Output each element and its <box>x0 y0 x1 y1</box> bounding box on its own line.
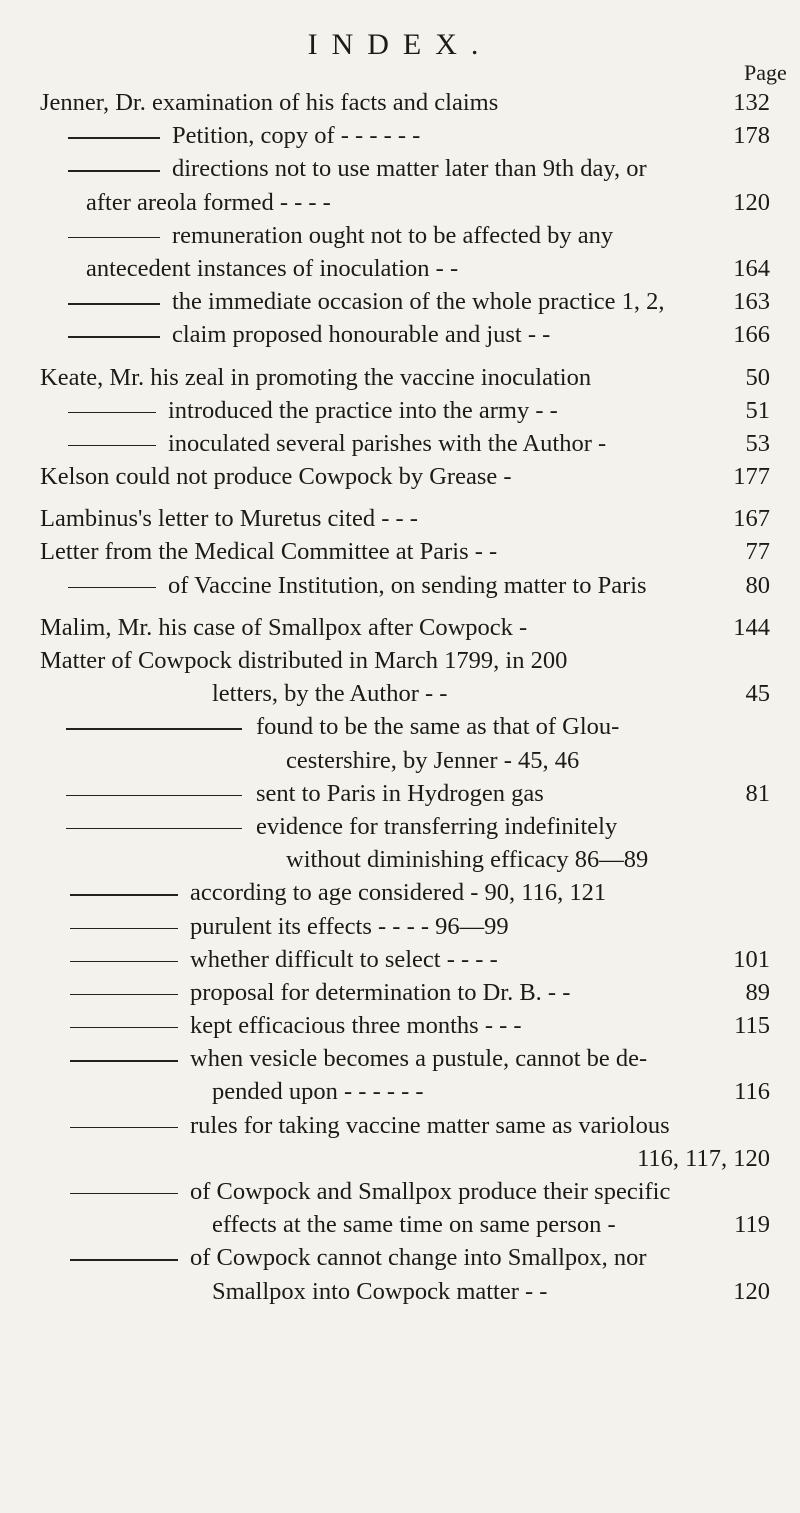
entry-text: according to age considered - 90, 116, 121 <box>190 879 607 907</box>
index-entry <box>40 1241 770 1274</box>
ditto-dash <box>70 1060 178 1061</box>
entry-text: sent to Paris in Hydrogen gas <box>256 779 544 807</box>
ditto-dash <box>68 237 160 238</box>
entry-text: when vesicle becomes a pustule, cannot be de- <box>190 1045 648 1073</box>
index-entry <box>40 943 770 976</box>
ditto-dash <box>70 1259 178 1260</box>
entry-page: 132 <box>733 89 770 116</box>
index-entry <box>40 86 770 119</box>
entry-text: Matter of Cowpock distributed in March 1799, in 200 <box>40 647 568 674</box>
page-header: INDEX. <box>307 28 493 61</box>
index-entry <box>40 535 770 568</box>
index-entry <box>40 777 770 810</box>
entry-text: of Vaccine Institution, on sending matter to Paris <box>168 571 647 599</box>
index-entry <box>40 611 770 644</box>
ditto-dash <box>68 137 160 138</box>
entry-page: 167 <box>733 505 770 533</box>
ditto-dash <box>68 587 156 588</box>
index-entry <box>40 119 770 152</box>
ditto-dash <box>66 795 242 796</box>
index-entries <box>40 86 770 1308</box>
ditto-dash <box>68 412 156 413</box>
entry-text: introduced the practice into the army - - <box>168 396 558 424</box>
entry-page: 116 <box>734 1078 770 1106</box>
index-entry-continuation <box>40 186 770 219</box>
index-entry-continuation <box>40 1275 770 1308</box>
index-entry-continuation <box>40 744 770 777</box>
index-entry <box>40 318 770 351</box>
index-entry-continuation <box>40 843 770 876</box>
entry-text: Letter from the Medical Committee at Paris - - <box>40 538 498 566</box>
entry-text: of Cowpock and Smallpox produce their specific <box>190 1178 671 1205</box>
entry-page: 45 <box>745 680 770 708</box>
index-entry <box>40 427 770 460</box>
index-entry <box>40 460 770 493</box>
entry-text: the immediate occasion of the whole practice 1, 2, <box>172 288 665 316</box>
entry-text: Petition, copy of - - - - - - <box>172 122 421 150</box>
index-entry <box>40 810 770 843</box>
entry-text: Keate, Mr. his zeal in promoting the vaccine inoculation <box>40 363 592 391</box>
entry-page: 81 <box>745 779 770 807</box>
entry-text: kept efficacious three months - - - <box>190 1012 522 1040</box>
entry-text: Jenner, Dr. examination of his facts and claims <box>40 89 499 116</box>
index-entry <box>40 644 770 677</box>
entry-text: Kelson could not produce Cowpock by Grease - <box>40 463 512 491</box>
ditto-dash <box>70 1193 178 1194</box>
index-entry <box>40 976 770 1009</box>
entry-page: 51 <box>745 396 770 424</box>
page-column-label: Page <box>744 60 787 85</box>
ditto-dash <box>70 928 178 929</box>
ditto-dash <box>70 1127 178 1128</box>
ditto-dash <box>66 728 242 729</box>
index-entry <box>40 502 770 535</box>
entry-page: 144 <box>733 613 770 641</box>
entry-text: Smallpox into Cowpock matter - - <box>212 1277 548 1305</box>
index-entry <box>40 1175 770 1208</box>
index-entry <box>40 710 770 743</box>
entry-text: proposal for determination to Dr. B. - - <box>190 978 571 1006</box>
index-entry <box>40 285 770 318</box>
ditto-dash <box>68 336 160 337</box>
entry-page: 80 <box>745 571 770 599</box>
entry-text: pended upon - - - - - - <box>212 1078 424 1106</box>
entry-page: 163 <box>733 288 770 316</box>
entry-page: 178 <box>733 122 770 150</box>
entry-page: 101 <box>733 945 770 973</box>
entry-text: whether difficult to select - - - - <box>190 945 498 973</box>
entry-page: 166 <box>733 321 770 349</box>
entry-text: purulent its effects - - - - 96—99 <box>190 912 509 940</box>
ditto-dash <box>70 1027 178 1028</box>
index-entry-continuation <box>40 1142 770 1175</box>
entry-text: of Cowpock cannot change into Smallpox, nor <box>190 1244 647 1272</box>
entry-text: effects at the same time on same person - <box>212 1211 616 1239</box>
entry-text: Lambinus's letter to Muretus cited - - - <box>40 505 418 533</box>
index-entry <box>40 219 770 252</box>
entry-page: 177 <box>733 463 770 491</box>
index-entry-continuation <box>40 677 770 710</box>
entry-page: 77 <box>745 538 770 566</box>
index-entry <box>40 152 770 185</box>
entry-page: 120 <box>733 1277 770 1305</box>
index-entry <box>40 569 770 602</box>
ditto-dash <box>70 961 178 962</box>
index-entry <box>40 1042 770 1075</box>
entry-text: inoculated several parishes with the Author - <box>168 429 607 457</box>
ditto-dash <box>70 994 178 995</box>
entry-text: directions not to use matter later than 9th day, or <box>172 155 647 183</box>
ditto-dash <box>68 170 160 171</box>
index-entry <box>40 876 770 909</box>
entry-text: evidence for transferring indefinitely <box>256 812 618 840</box>
index-entry <box>40 1009 770 1042</box>
index-entry <box>40 361 770 394</box>
entry-page: 53 <box>745 429 770 457</box>
index-entry-continuation <box>40 252 770 285</box>
index-entry <box>40 910 770 943</box>
entry-text: Malim, Mr. his case of Smallpox after Cowpock - <box>40 613 528 641</box>
entry-page: 119 <box>734 1211 770 1239</box>
entry-text: remuneration ought not to be affected by any <box>172 221 614 249</box>
entry-page: 116, 117, 120 <box>637 1144 770 1172</box>
entry-page: 89 <box>745 978 770 1006</box>
entry-text: without diminishing efficacy 86—89 <box>286 846 649 874</box>
entry-text: after areola formed - - - - <box>86 188 331 216</box>
entry-page: 115 <box>734 1012 770 1040</box>
index-entry <box>40 1109 770 1142</box>
ditto-dash <box>68 303 160 304</box>
entry-text: claim proposed honourable and just - - <box>172 321 551 349</box>
index-entry-continuation <box>40 1208 770 1241</box>
index-entry-continuation <box>40 1075 770 1108</box>
ditto-dash <box>66 828 242 829</box>
entry-page: 164 <box>733 254 770 282</box>
entry-text: letters, by the Author - - <box>212 680 448 708</box>
entry-page: 120 <box>733 188 770 216</box>
entry-text: rules for taking vaccine matter same as variolous <box>190 1111 670 1139</box>
entry-text: antecedent instances of inoculation - - <box>86 254 459 282</box>
index-entry <box>40 394 770 427</box>
ditto-dash <box>68 445 156 446</box>
entry-text: found to be the same as that of Glou- <box>256 713 620 741</box>
ditto-dash <box>70 894 178 895</box>
entry-page: 50 <box>745 363 770 391</box>
entry-text: cestershire, by Jenner - 45, 46 <box>286 746 580 774</box>
